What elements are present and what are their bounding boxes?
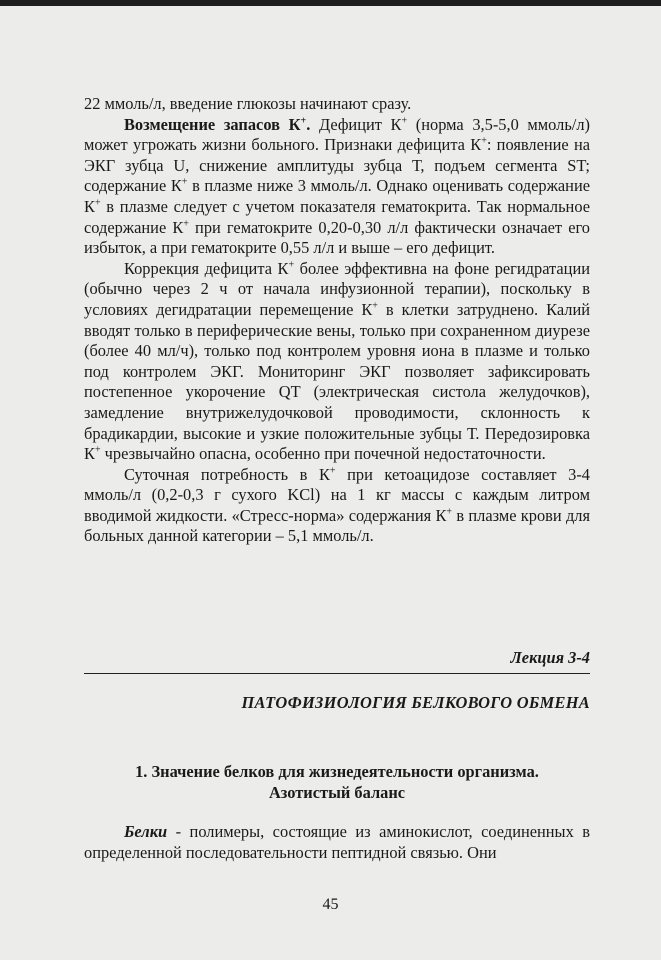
page-number: 45 xyxy=(322,896,339,913)
p2-text-e: в плазме следует с учетом показателя гематокрита. Так нормальное содержание К xyxy=(84,196,590,237)
proteins-definition: - полимеры, состоящие из аминокислот, соединенных в определенной последовательности пептидной связью. Они xyxy=(84,822,590,862)
potassium-heading-text: Возмещение запасов К xyxy=(124,114,301,134)
proteins-term: Белки xyxy=(124,822,168,841)
p4-text-b: при кетоацидозе составляет 3-4 ммоль/л (0,2-0,3 г сухого KCl) на 1 кг массы с каждым литром вводимой жидкости. «Стресс-норма» содержания К xyxy=(84,464,590,525)
chapter-title: ПАТОФИЗИОЛОГИЯ БЕЛКОВОГО ОБМЕНА xyxy=(241,693,590,712)
sup-plus: + xyxy=(94,444,101,456)
potassium-heading-end: . xyxy=(306,114,311,134)
p2-text-f: при гематокрите 0,20-0,30 л/л фактически означает его избыток, а при гематокрите 0,55 л/л и выше – его дефицит. xyxy=(84,217,590,258)
section-title xyxy=(84,761,590,803)
paragraph-2 xyxy=(84,115,590,259)
paragraph-4 xyxy=(84,465,590,547)
proteins-paragraph xyxy=(84,822,590,863)
p3-text-c: в клетки затруднено. Калий вводят только в периферические вены, только при сохраненном диурезе (более 40 мл/ч), только под контролем уровня иона в плазме и только под контролем ЭКГ. Мониторинг ЭКГ позволяет зафиксировать постепенное укорочение QT (электрическая систола желудочков), замедление внутрижелудочковой проводимости, склонность к брадикардии, высокие и узкие положительные зубцы Т. Передозировка К xyxy=(84,299,590,464)
scan-top-edge xyxy=(0,0,661,6)
p2-text-b: (норма 3,5-5,0 ммоль/л) может угрожать жизни больного. Признаки дефицита К xyxy=(84,114,590,155)
sup-plus: + xyxy=(181,176,188,188)
sup-plus: + xyxy=(288,259,295,271)
sup-plus: + xyxy=(401,115,408,127)
p3-text-d: чрезвычайно опасна, особенно при почечной недостаточности. xyxy=(100,444,546,464)
sup-plus: + xyxy=(329,465,336,477)
p4-text-c: в плазме крови для больных данной категории – 5,1 ммоль/л. xyxy=(84,505,591,546)
section-title-line-1: 1. Значение белков для жизнедеятельности организма. xyxy=(135,762,539,781)
p4-text-a: Суточная потребность в К xyxy=(124,464,330,484)
potassium-heading xyxy=(124,115,310,134)
sup-plus: + xyxy=(300,115,307,127)
p2-text-c: : появление на ЭКГ зубца U, снижение амплитуды зубца Т, подъем сегмента ST; содержание К xyxy=(84,135,590,196)
paragraph-1 xyxy=(84,94,590,115)
paragraph-3 xyxy=(84,259,590,465)
sup-plus: + xyxy=(183,218,189,230)
horizontal-rule xyxy=(84,673,590,674)
section-title-line-2: Азотистый баланс xyxy=(268,783,406,802)
section-body xyxy=(84,822,590,863)
sup-plus: + xyxy=(94,197,101,209)
p3-text-a: Коррекция дефицита К xyxy=(124,258,289,278)
sup-plus: + xyxy=(446,506,453,518)
paragraph-1-text: 22 ммоль/л, введение глюкозы начинают сразу. xyxy=(84,94,412,113)
lecture-label: Лекция 3-4 xyxy=(510,648,590,667)
p3-text-b: более эффективна на фоне регидратации (обычно через 2 ч от начала инфузионной терапии), поскольку в условиях дегидратации перемещение К xyxy=(84,258,590,319)
main-text-block xyxy=(84,94,590,547)
sup-plus: + xyxy=(372,300,378,312)
p2-text-d: в плазме ниже 3 ммоль/л. Однако оценивать содержание К xyxy=(84,176,590,216)
sup-plus: + xyxy=(481,135,487,147)
p2-text-a: Дефицит К xyxy=(310,114,402,134)
